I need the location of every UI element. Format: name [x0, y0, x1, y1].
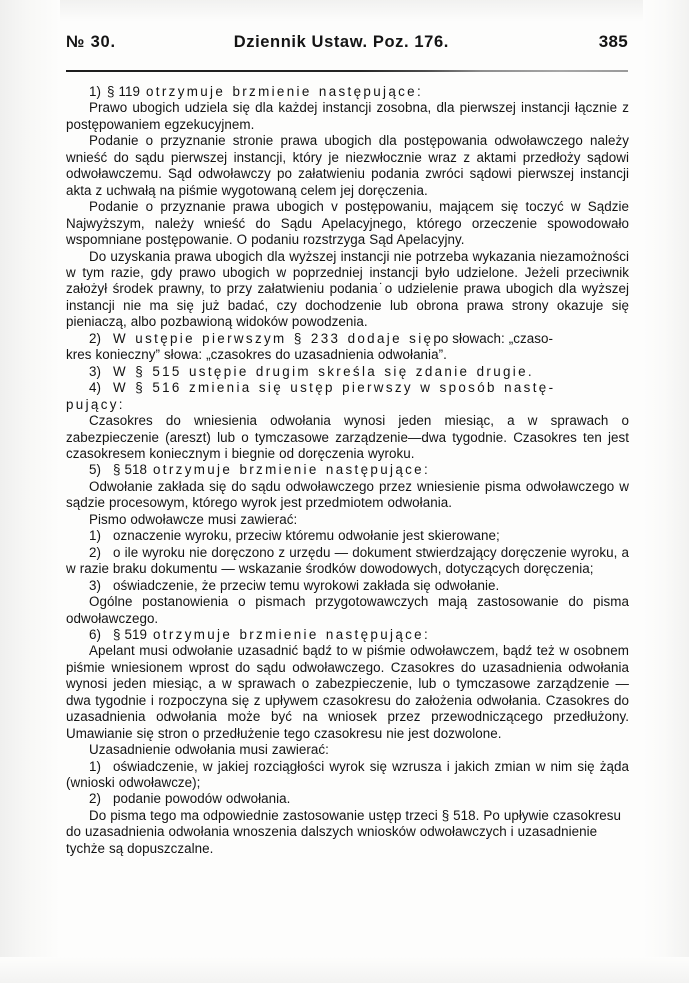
item-6-section-ref: § 519: [113, 626, 147, 642]
item-2-marker: 2): [89, 330, 102, 346]
paragraph-1: Prawo ubogich udziela się dla każdej instancji zosobna, dla pierwszej instancji łącznie z postępowaniem egzekucyjnem.: [66, 100, 629, 132]
sub-item-5: [66, 791, 629, 807]
item-5-heading: [66, 462, 629, 478]
item-2-heading-line2: kres konieczny” słowa: „czasokres do uzasadnienia odwołania”.: [66, 347, 447, 363]
page-number: 385: [598, 32, 628, 51]
paragraph-5: Czasokres do wniesienia odwołania wynosi jeden miesiąc, a w sprawach o zabezpieczenie (areszt) lub o tymczasowe zarządzenie—dwa tygodnie. Czasokres ten jest czasokresem koniecznym i biegnie od doręczenia wyroku.: [66, 413, 629, 461]
item-1-heading: [66, 84, 629, 100]
paragraph-4: Do uzyskania prawa ubogich dla wyższej instancji nie potrzeba wykazania niezamożności w tym razie, gdy prawo ubogich w poprzedniej instancji było udzielone. Jeżeli przeciwnik założył środek prawny, to przy załatwieniu podania˙o udzielenie prawa ubogich dla wyższej instancji nie ma się już badać, czy dochodzenie lub obrona prawa strony okazuje się pieniaczą, albo pozbawioną widoków powodzenia.: [66, 248, 629, 330]
sub-item-5-text: podanie powodów odwołania.: [113, 791, 291, 807]
sub-item-3-text: oświadczenie, że przeciw temu wyrokowi zakłada się odwołanie.: [113, 577, 500, 593]
sub-item-4: [66, 759, 629, 792]
sub-item-4-marker: 1): [89, 758, 102, 774]
item-1-marker: 1): [89, 84, 102, 99]
item-4-heading-cont: [66, 397, 629, 413]
paragraph-7: Pismo odwoławcze musi zawierać:: [89, 511, 298, 527]
sub-item-1-marker: 1): [89, 528, 102, 544]
item-3-heading: [66, 364, 629, 380]
item-4-marker: 4): [89, 380, 102, 396]
item-4-heading-cont-text: pujący:: [66, 396, 125, 412]
scan-edge-bottom: [0, 957, 689, 983]
item-6-heading: [66, 627, 629, 643]
page-body: [66, 84, 629, 857]
item-2-heading-text: W ustępie pierwszym § 233 dodaje się: [113, 330, 434, 346]
sub-item-2-marker: 2): [89, 544, 102, 560]
paragraph-6: Odwołanie zakłada się do sądu odwoławczego przez wniesienie pisma odwoławczego w sądzie procesowym, którego wyrok jest przedmiotem odwołania.: [66, 478, 629, 511]
issue-number: № 30.: [66, 33, 116, 51]
paragraph-8: Ogólne postanowienia o pismach przygotowawczych mają zastosowanie do pisma odwoławczego.: [66, 594, 629, 626]
paragraph-3: Podanie o przyznanie prawa ubogich v postępowaniu, mającem się toczyć w Sądzie Najwyższym, należy wnieść do Sądu Apelacyjnego, którego orzeczenie spowodowało wspomniane postępowanie. O podaniu rozstrzyga Sąd Apelacyjny.: [66, 199, 629, 248]
sub-item-3: [66, 578, 629, 594]
item-4-heading: [66, 380, 629, 396]
scan-edge-left: [0, 0, 60, 983]
header-rule: [66, 70, 628, 72]
item-5-marker: 5): [89, 462, 102, 478]
scan-edge-right: [643, 0, 689, 983]
paragraph-10: Uzasadnienie odwołania musi zawierać:: [89, 742, 329, 758]
item-1-section-ref: § 119: [107, 84, 140, 99]
publication-title: Dziennik Ustaw. Poz. 176.: [233, 33, 449, 51]
sub-item-2-text: o ile wyroku nie doręczono z urzędu — dokument stwierdzający doręczenie wyroku, a w razie braku dokumentu — wskazanie środków dowodowych, dotyczących doręczenia;: [66, 544, 629, 577]
item-6-heading-text: otrzymuje brzmienie następujące:: [152, 626, 431, 642]
item-5-section-ref: § 518: [113, 462, 147, 478]
paragraph-2: Podanie o przyznanie stronie prawa ubogich dla postępowania odwoławczego należy wnieść do sądu pierwszej instancji, który je niezwłocznie wraz z aktami przedłoży sądowi odwoławczemu. Sąd odwoławczy po załatwieniu podania zwróci sądowi pierwszej instancji akta z uchwałą na piśmie wygotowaną celem jej doręczenia.: [66, 133, 629, 198]
sub-item-1: [66, 528, 629, 544]
item-6-marker: 6): [89, 626, 102, 642]
scan-edge-top: [0, 0, 689, 22]
item-3-marker: 3): [89, 363, 102, 379]
item-1-heading-text: otrzymuje brzmienie następujące:: [145, 84, 424, 99]
sub-item-4-text: oświadczenie, w jakiej rozciągłości wyrok się wzrusza i jakich zmian w nim się żąda (wnioski odwoławcze);: [66, 758, 629, 791]
item-3-heading-text: W § 515 ustępie drugim skreśla się zdanie drugie.: [113, 363, 535, 379]
item-5-heading-text: otrzymuje brzmienie następujące:: [152, 462, 431, 478]
sub-item-5-marker: 2): [89, 791, 102, 807]
item-2-heading: [66, 331, 629, 347]
sub-item-2: [66, 545, 629, 578]
paragraph-9: Apelant musi odwołanie uzasadnić bądź to w piśmie odwoławczem, bądź też w osobnem piśmie wniesionem wprost do sądu odwoławczego. Czasokres do uzasadnienia odwołania wynosi jeden miesiąc, a w sprawach o zabezpieczenie, lub o tymczasowe zarządzenie — dwa tygodnie i rozpoczyna się z upływem czasokresu do założenia odwołania. Czasokres do uzasadnienia odwołania może być na wniosek przez przewodniczącego przedłużony. Umawianie się stron o przedłużenie tego czasokresu nie jest dozwolone.: [66, 643, 629, 741]
paragraph-11: Do pisma tego ma odpowiednie zastosowanie ustęp trzeci § 518. Po upływie czasokresu do uzasadnienia odwołania wnoszenia dalszych wniosków odwoławczych i uzasadnienie tychże są dopuszczalne.: [66, 807, 622, 856]
item-4-heading-text: W § 516 zmienia się ustęp pierwszy w sposób nastę-: [113, 380, 556, 396]
sub-item-1-text: oznaczenie wyroku, przeciw któremu odwołanie jest skierowane;: [113, 528, 500, 544]
sub-item-3-marker: 3): [89, 577, 102, 593]
item-2-heading-rest: po słowach: „cza​so-: [433, 330, 554, 346]
running-head: [66, 32, 628, 56]
